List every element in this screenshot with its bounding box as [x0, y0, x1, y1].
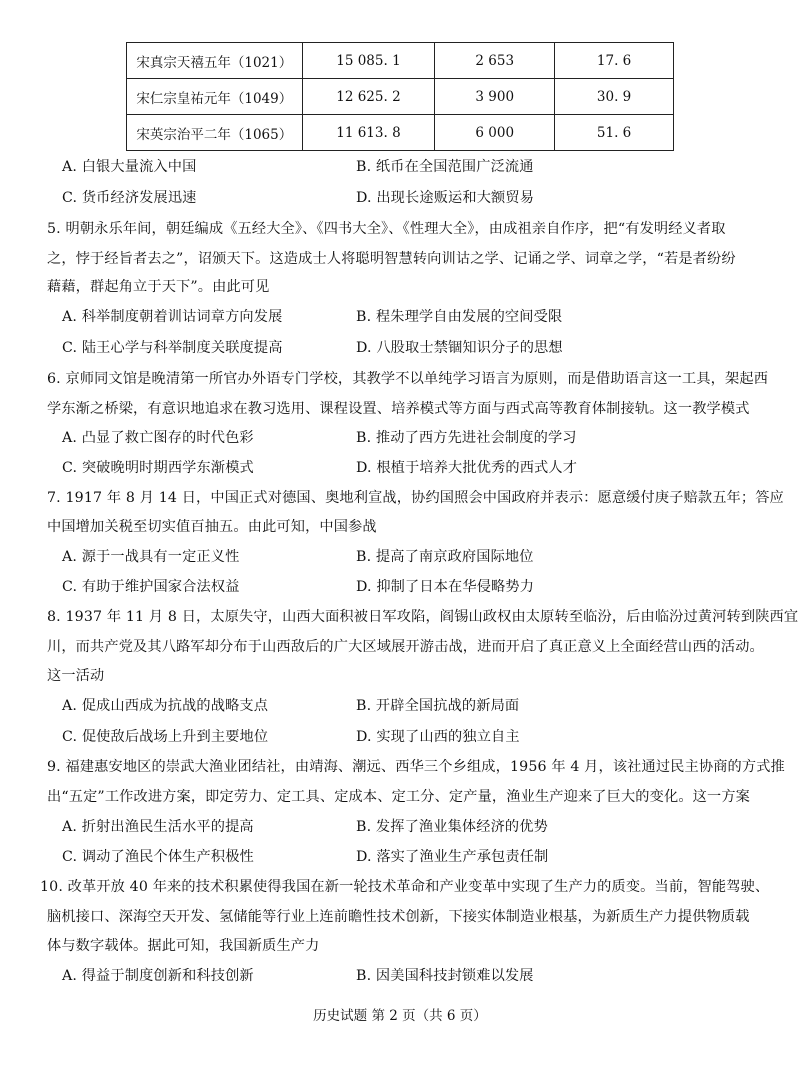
table-cell: 2 653 [435, 43, 555, 79]
table-cell: 12 625. 2 [302, 79, 435, 115]
q6-option-c: C. 突破晚明时期西学东渐模式 [62, 460, 254, 476]
q10-stem-line: 脑机接口、深海空天开发、氢储能等行业上连前瞻性技术创新，下接实体制造业根基，为新质生产力提供物质载 [47, 909, 750, 925]
table-cell: 6 000 [435, 115, 555, 151]
q8-option-c: C. 促使敌后战场上升到主要地位 [62, 729, 269, 745]
table-row [127, 79, 674, 115]
q9-option-b: B. 发挥了渔业集体经济的优势 [356, 819, 548, 835]
q8-option-a: A. 促成山西成为抗战的战略支点 [62, 698, 269, 714]
table-cell: 宋仁宗皇祐元年（1049） [127, 79, 303, 115]
q8-stem-line: 川，而共产党及其八路军却分布于山西敌后的广大区域展开游击战，进而开启了真正意义上全面经营山西的活动。 [47, 639, 764, 655]
table-row [127, 43, 674, 79]
q5-stem-line: 藉藉，群起角立于天下”。由此可见 [47, 279, 270, 295]
q4-option-b: B. 纸币在全国范围广泛流通 [356, 159, 534, 175]
q10-option-b: B. 因美国科技封锁难以发展 [356, 968, 534, 984]
table-cell: 宋英宗治平二年（1065） [127, 115, 303, 151]
q4-option-c: C. 货币经济发展迅速 [62, 190, 197, 206]
q5-stem-line: 5. 明朝永乐年间，朝廷编成《五经大全》、《四书大全》、《性理大全》，由成祖亲自作序，把“有发明经义者取 [47, 221, 726, 237]
q6-option-b: B. 推动了西方先进社会制度的学习 [356, 430, 577, 446]
q9-option-a: A. 折射出渔民生活水平的提高 [62, 819, 254, 835]
q10-option-a: A. 得益于制度创新和科技创新 [62, 968, 254, 984]
page-footer: 历史试题 第 2 页（共 6 页） [313, 1008, 487, 1024]
q7-option-c: C. 有助于维护国家合法权益 [62, 579, 240, 595]
q10-stem-line: 体与数字载体。据此可知，我国新质生产力 [47, 938, 320, 954]
q8-option-d: D. 实现了山西的独立自主 [356, 729, 520, 745]
q10-stem-line: 10. 改革开放 40 年来的技术积累使得我国在新一轮技术革命和产业变革中实现了生产力的质变。当前，智能驾驶、 [40, 879, 770, 895]
q5-option-b: B. 程朱理学自由发展的空间受限 [356, 309, 563, 325]
q9-stem-line: 9. 福建惠安地区的崇武大渔业团结社，由靖海、潮远、西华三个乡组成，1956 年 4 月，该社通过民主协商的方式推 [47, 759, 785, 775]
q9-option-c: C. 调动了渔民个体生产积极性 [62, 849, 254, 865]
q5-option-a: A. 科举制度朝着训诂词章方向发展 [62, 309, 283, 325]
q9-stem-line: 出“五定”工作改进方案，即定劳力、定工具、定成本、定工分、定产量，渔业生产迎来了巨大的变化。这一方案 [47, 789, 751, 805]
q5-option-c: C. 陆王心学与科举制度关联度提高 [62, 340, 283, 356]
table-row [127, 115, 674, 151]
q6-option-d: D. 根植于培养大批优秀的西式人才 [356, 460, 578, 476]
table-cell: 15 085. 1 [302, 43, 435, 79]
q6-option-a: A. 凸显了救亡图存的时代色彩 [62, 430, 254, 446]
table-cell: 宋真宗天禧五年（1021） [127, 43, 303, 79]
q4-option-a: A. 白银大量流入中国 [62, 159, 197, 175]
q7-option-a: A. 源于一战具有一定正义性 [62, 549, 240, 565]
q6-stem-line: 学东渐之桥梁，有意识地追求在教习选用、课程设置、培养模式等方面与西式高等教育体制接轨。这一教学模式 [47, 401, 750, 417]
q7-option-d: D. 抑制了日本在华侵略势力 [356, 579, 535, 595]
q7-option-b: B. 提高了南京政府国际地位 [356, 549, 534, 565]
q8-stem-line: 8. 1937 年 11 月 8 日，太原失守，山西大面积被日军攻陷，阎锡山政权由太原转至临汾，后由临汾过黄河转到陕西宜 [47, 609, 799, 625]
table-cell: 17. 6 [555, 43, 674, 79]
q5-option-d: D. 八股取士禁锢知识分子的思想 [356, 340, 563, 356]
q4-option-d: D. 出现长途贩运和大额贸易 [356, 190, 535, 206]
q8-option-b: B. 开辟全国抗战的新局面 [356, 698, 520, 714]
q6-stem-line: 6. 京师同文馆是晚清第一所官办外语专门学校，其教学不以单纯学习语言为原则，而是借助语言这一工具，架起西 [47, 371, 769, 387]
q5-stem-line: 之，悖于经旨者去之”，诏颁天下。这造成士人将聪明智慧转向训诂之学、记诵之学、词章之学，“若是者纷纷 [47, 251, 736, 267]
table-cell: 30. 9 [555, 79, 674, 115]
table-cell: 51. 6 [555, 115, 674, 151]
table-cell: 3 900 [435, 79, 555, 115]
q7-stem-line: 中国增加关税至切实值百抽五。由此可知，中国参战 [47, 519, 377, 535]
table-cell: 11 613. 8 [302, 115, 435, 151]
q8-stem-line: 这一活动 [47, 668, 105, 684]
data-table [126, 42, 674, 151]
q9-option-d: D. 落实了渔业生产承包责任制 [356, 849, 549, 865]
q7-stem-line: 7. 1917 年 8 月 14 日，中国正式对德国、奥地利宣战，协约国照会中国政府并表示：愿意缓付庚子赔款五年；答应 [47, 490, 784, 506]
